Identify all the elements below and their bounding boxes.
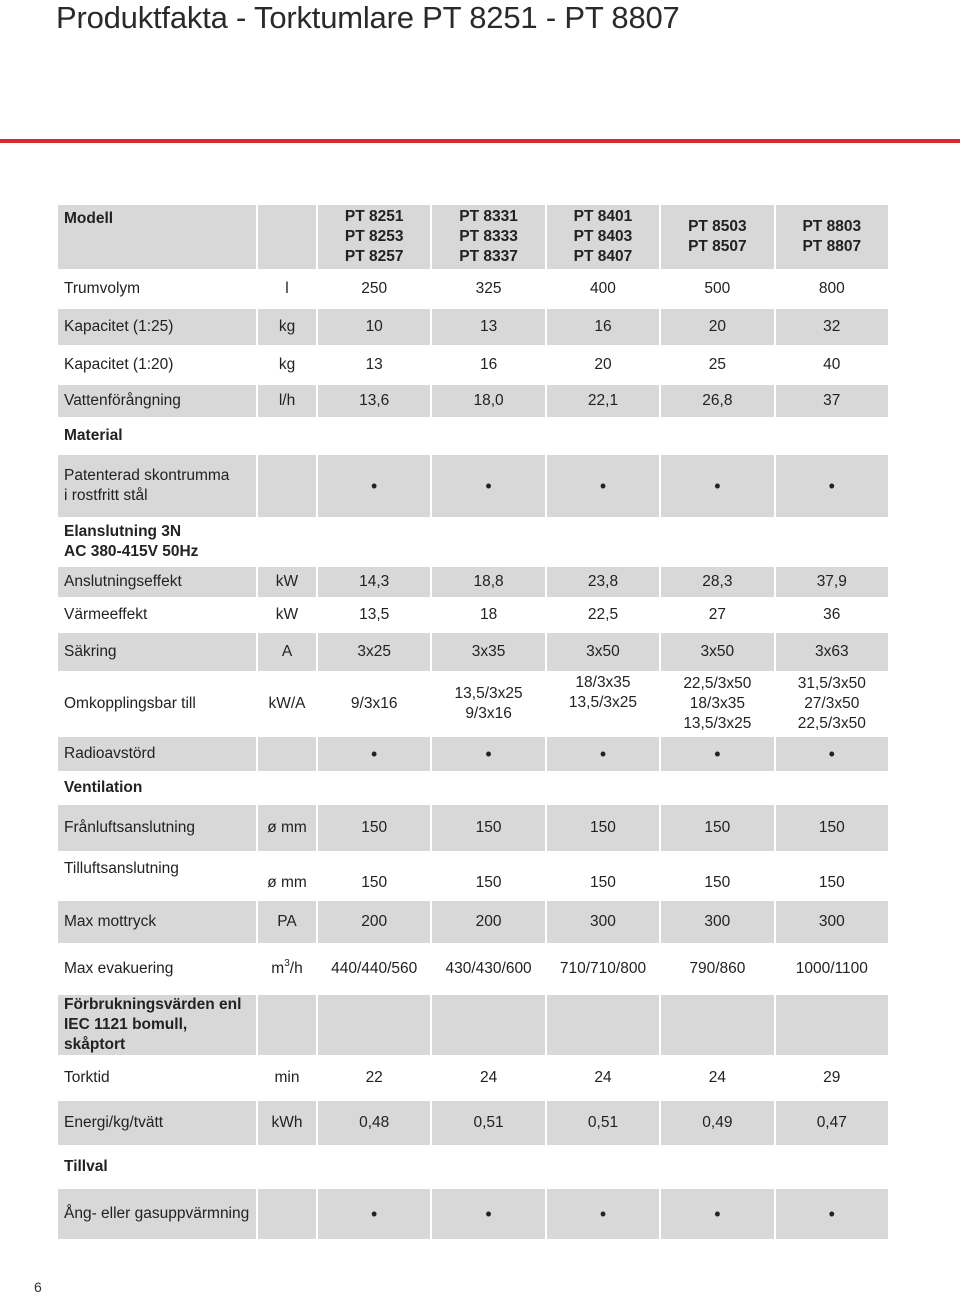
section-heading: Material bbox=[58, 417, 256, 455]
row-label: Anslutningseffekt bbox=[58, 567, 256, 597]
spec-table bbox=[56, 205, 890, 1239]
value-cell: 150 bbox=[547, 805, 659, 851]
table-row-varmeeffekt bbox=[58, 597, 888, 633]
value-cell: 3x50 bbox=[661, 633, 773, 671]
empty-cell bbox=[318, 995, 430, 1055]
unit-cell: ø mm bbox=[258, 851, 316, 901]
header-divider bbox=[0, 139, 960, 143]
unit-cell bbox=[258, 205, 316, 269]
empty-cell bbox=[661, 417, 773, 455]
row-label: Omkopplingsbar till bbox=[58, 671, 256, 737]
value-cell: 790/860 bbox=[661, 943, 773, 995]
page-title: Produktfakta - Torktumlare PT 8251 - PT 8807 bbox=[56, 0, 680, 35]
value-cell: 800 bbox=[776, 269, 888, 309]
section-heading: Tillval bbox=[58, 1145, 256, 1189]
unit-cell: kg bbox=[258, 309, 316, 345]
unit-cell: PA bbox=[258, 901, 316, 943]
value-cell: 20 bbox=[661, 309, 773, 345]
row-label: Patenterad skontrumma i rostfritt stål bbox=[58, 455, 256, 517]
value-cell: 300 bbox=[547, 901, 659, 943]
empty-cell bbox=[776, 995, 888, 1055]
unit-cell: kg bbox=[258, 345, 316, 385]
table-row-kapacitet-125 bbox=[58, 309, 888, 345]
value-cell: 400 bbox=[547, 269, 659, 309]
bullet-cell: • bbox=[547, 455, 659, 517]
value-cell: 710/710/800 bbox=[547, 943, 659, 995]
unit-cell: kWh bbox=[258, 1101, 316, 1145]
value-cell: 0,48 bbox=[318, 1101, 430, 1145]
value-cell: 325 bbox=[432, 269, 544, 309]
value-cell: 250 bbox=[318, 269, 430, 309]
value-cell: 26,8 bbox=[661, 385, 773, 417]
row-label: Ång- eller gasuppvärmning bbox=[58, 1189, 256, 1239]
value-cell: 18,0 bbox=[432, 385, 544, 417]
unit-cell bbox=[258, 737, 316, 771]
empty-cell bbox=[258, 517, 316, 567]
bullet-cell: • bbox=[776, 455, 888, 517]
empty-cell bbox=[776, 1145, 888, 1189]
model-cell: PT 8251 PT 8253 PT 8257 bbox=[318, 205, 430, 269]
empty-cell bbox=[776, 517, 888, 567]
value-cell: 150 bbox=[661, 851, 773, 901]
empty-cell bbox=[318, 517, 430, 567]
row-label: Säkring bbox=[58, 633, 256, 671]
section-heading: Elanslutning 3N AC 380-415V 50Hz bbox=[58, 517, 256, 567]
value-cell: 13 bbox=[318, 345, 430, 385]
empty-cell bbox=[258, 771, 316, 805]
unit-cell: ø mm bbox=[258, 805, 316, 851]
value-cell: 22,5/3x50 18/3x35 13,5/3x25 bbox=[661, 671, 773, 737]
table-row-tilluftsanslutning bbox=[58, 851, 888, 901]
value-cell: 25 bbox=[661, 345, 773, 385]
value-cell: 150 bbox=[432, 851, 544, 901]
row-label: Kapacitet (1:20) bbox=[58, 345, 256, 385]
table-row-torktid bbox=[58, 1055, 888, 1101]
value-cell: 9/3x16 bbox=[318, 671, 430, 737]
table-row-modell bbox=[58, 205, 888, 269]
table-row-franluftsanslutning bbox=[58, 805, 888, 851]
model-cell: PT 8803 PT 8807 bbox=[776, 205, 888, 269]
value-cell: 0,51 bbox=[547, 1101, 659, 1145]
bullet-cell: • bbox=[776, 737, 888, 771]
bullet-cell: • bbox=[776, 1189, 888, 1239]
value-cell: 300 bbox=[661, 901, 773, 943]
page-number: 6 bbox=[34, 1279, 42, 1295]
value-cell: 18/3x35 13,5/3x25 bbox=[547, 671, 659, 737]
value-cell: 3x63 bbox=[776, 633, 888, 671]
empty-cell bbox=[318, 771, 430, 805]
bullet-cell: • bbox=[661, 1189, 773, 1239]
table-row-kapacitet-120 bbox=[58, 345, 888, 385]
value-cell: 440/440/560 bbox=[318, 943, 430, 995]
value-cell: 0,49 bbox=[661, 1101, 773, 1145]
empty-cell bbox=[661, 771, 773, 805]
value-cell: 28,3 bbox=[661, 567, 773, 597]
row-label: Radioavstörd bbox=[58, 737, 256, 771]
value-cell: 200 bbox=[432, 901, 544, 943]
empty-cell bbox=[547, 417, 659, 455]
empty-cell bbox=[318, 1145, 430, 1189]
value-cell: 29 bbox=[776, 1055, 888, 1101]
table-row-ang-gasuppvarmning bbox=[58, 1189, 888, 1239]
table-row-radioavstord bbox=[58, 737, 888, 771]
empty-cell bbox=[432, 517, 544, 567]
value-cell: 16 bbox=[432, 345, 544, 385]
value-cell: 1000/1100 bbox=[776, 943, 888, 995]
table-row-omkopplingsbar bbox=[58, 671, 888, 737]
value-cell: 37,9 bbox=[776, 567, 888, 597]
value-cell: 150 bbox=[776, 805, 888, 851]
value-cell: 20 bbox=[547, 345, 659, 385]
row-label: Torktid bbox=[58, 1055, 256, 1101]
unit-cell bbox=[258, 455, 316, 517]
value-cell: 40 bbox=[776, 345, 888, 385]
unit-cell: kW bbox=[258, 567, 316, 597]
table-row-tillval bbox=[58, 1145, 888, 1189]
value-cell: 36 bbox=[776, 597, 888, 633]
unit-cell bbox=[258, 1189, 316, 1239]
unit-cell: A bbox=[258, 633, 316, 671]
empty-cell bbox=[432, 1145, 544, 1189]
empty-cell bbox=[661, 517, 773, 567]
value-cell: 150 bbox=[776, 851, 888, 901]
unit-cell: min bbox=[258, 1055, 316, 1101]
table-row-anslutningseffekt bbox=[58, 567, 888, 597]
value-cell: 14,3 bbox=[318, 567, 430, 597]
value-cell: 3x25 bbox=[318, 633, 430, 671]
empty-cell bbox=[432, 771, 544, 805]
row-label: Energi/kg/tvätt bbox=[58, 1101, 256, 1145]
bullet-cell: • bbox=[318, 455, 430, 517]
bullet-cell: • bbox=[661, 455, 773, 517]
empty-cell bbox=[661, 1145, 773, 1189]
value-cell: 430/430/600 bbox=[432, 943, 544, 995]
bullet-cell: • bbox=[661, 737, 773, 771]
value-cell: 0,47 bbox=[776, 1101, 888, 1145]
value-cell: 150 bbox=[318, 805, 430, 851]
table-row-trumvolym bbox=[58, 269, 888, 309]
value-cell: 32 bbox=[776, 309, 888, 345]
value-cell: 13,6 bbox=[318, 385, 430, 417]
row-label: Modell bbox=[58, 205, 256, 269]
section-heading: Förbrukningsvärden enl IEC 1121 bomull, skåptort bbox=[58, 995, 256, 1055]
empty-cell bbox=[547, 517, 659, 567]
row-label: Max mottryck bbox=[58, 901, 256, 943]
value-cell: 16 bbox=[547, 309, 659, 345]
unit-cell: $m^3/h$ bbox=[258, 943, 316, 995]
table-row-ventilation bbox=[58, 771, 888, 805]
value-cell: 22,1 bbox=[547, 385, 659, 417]
value-cell: 22,5 bbox=[547, 597, 659, 633]
row-label: Max evakuering bbox=[58, 943, 256, 995]
unit-cell: kW/A bbox=[258, 671, 316, 737]
table-row-material bbox=[58, 417, 888, 455]
value-cell: 24 bbox=[547, 1055, 659, 1101]
bullet-cell: • bbox=[432, 737, 544, 771]
value-cell: 37 bbox=[776, 385, 888, 417]
table-row-energi bbox=[58, 1101, 888, 1145]
value-cell: 13,5 bbox=[318, 597, 430, 633]
value-cell: 22 bbox=[318, 1055, 430, 1101]
empty-cell bbox=[776, 417, 888, 455]
value-cell: 150 bbox=[432, 805, 544, 851]
value-cell: 150 bbox=[318, 851, 430, 901]
bullet-cell: • bbox=[318, 1189, 430, 1239]
unit-cell: l bbox=[258, 269, 316, 309]
value-cell: 18 bbox=[432, 597, 544, 633]
empty-cell bbox=[432, 995, 544, 1055]
bullet-cell: • bbox=[318, 737, 430, 771]
empty-cell bbox=[432, 417, 544, 455]
value-cell: 10 bbox=[318, 309, 430, 345]
value-cell: 3x50 bbox=[547, 633, 659, 671]
empty-cell bbox=[318, 417, 430, 455]
row-label: Trumvolym bbox=[58, 269, 256, 309]
table-row-vattenforangning bbox=[58, 385, 888, 417]
value-cell: 150 bbox=[547, 851, 659, 901]
bullet-cell: • bbox=[547, 737, 659, 771]
value-cell: 0,51 bbox=[432, 1101, 544, 1145]
model-cell: PT 8503 PT 8507 bbox=[661, 205, 773, 269]
value-cell: 23,8 bbox=[547, 567, 659, 597]
value-cell: 18,8 bbox=[432, 567, 544, 597]
value-cell: 24 bbox=[661, 1055, 773, 1101]
value-cell: 13,5/3x25 9/3x16 bbox=[432, 671, 544, 737]
table-row-patenterad bbox=[58, 455, 888, 517]
empty-cell bbox=[547, 771, 659, 805]
empty-cell bbox=[661, 995, 773, 1055]
row-label: Frånluftsanslutning bbox=[58, 805, 256, 851]
value-cell: 13 bbox=[432, 309, 544, 345]
value-cell: 150 bbox=[661, 805, 773, 851]
bullet-cell: • bbox=[432, 455, 544, 517]
value-cell: 27 bbox=[661, 597, 773, 633]
empty-cell bbox=[776, 771, 888, 805]
value-cell: 31,5/3x50 27/3x50 22,5/3x50 bbox=[776, 671, 888, 737]
model-cell: PT 8331 PT 8333 PT 8337 bbox=[432, 205, 544, 269]
value-cell: 24 bbox=[432, 1055, 544, 1101]
empty-cell bbox=[258, 995, 316, 1055]
empty-cell bbox=[258, 417, 316, 455]
value-cell: 500 bbox=[661, 269, 773, 309]
row-label: Vattenförångning bbox=[58, 385, 256, 417]
row-label: Värmeeffekt bbox=[58, 597, 256, 633]
table-row-max-evakuering bbox=[58, 943, 888, 995]
table-row-forbrukningsvarden bbox=[58, 995, 888, 1055]
section-heading: Ventilation bbox=[58, 771, 256, 805]
unit-cell: kW bbox=[258, 597, 316, 633]
table-row-max-mottryck bbox=[58, 901, 888, 943]
value-cell: 200 bbox=[318, 901, 430, 943]
unit-cell: l/h bbox=[258, 385, 316, 417]
table-row-elanslutning bbox=[58, 517, 888, 567]
empty-cell bbox=[547, 1145, 659, 1189]
bullet-cell: • bbox=[432, 1189, 544, 1239]
value-cell: 3x35 bbox=[432, 633, 544, 671]
row-label: Kapacitet (1:25) bbox=[58, 309, 256, 345]
empty-cell bbox=[258, 1145, 316, 1189]
model-cell: PT 8401 PT 8403 PT 8407 bbox=[547, 205, 659, 269]
value-cell: 300 bbox=[776, 901, 888, 943]
row-label: Tilluftsanslutning bbox=[58, 851, 256, 901]
bullet-cell: • bbox=[547, 1189, 659, 1239]
empty-cell bbox=[547, 995, 659, 1055]
table-row-sakring bbox=[58, 633, 888, 671]
